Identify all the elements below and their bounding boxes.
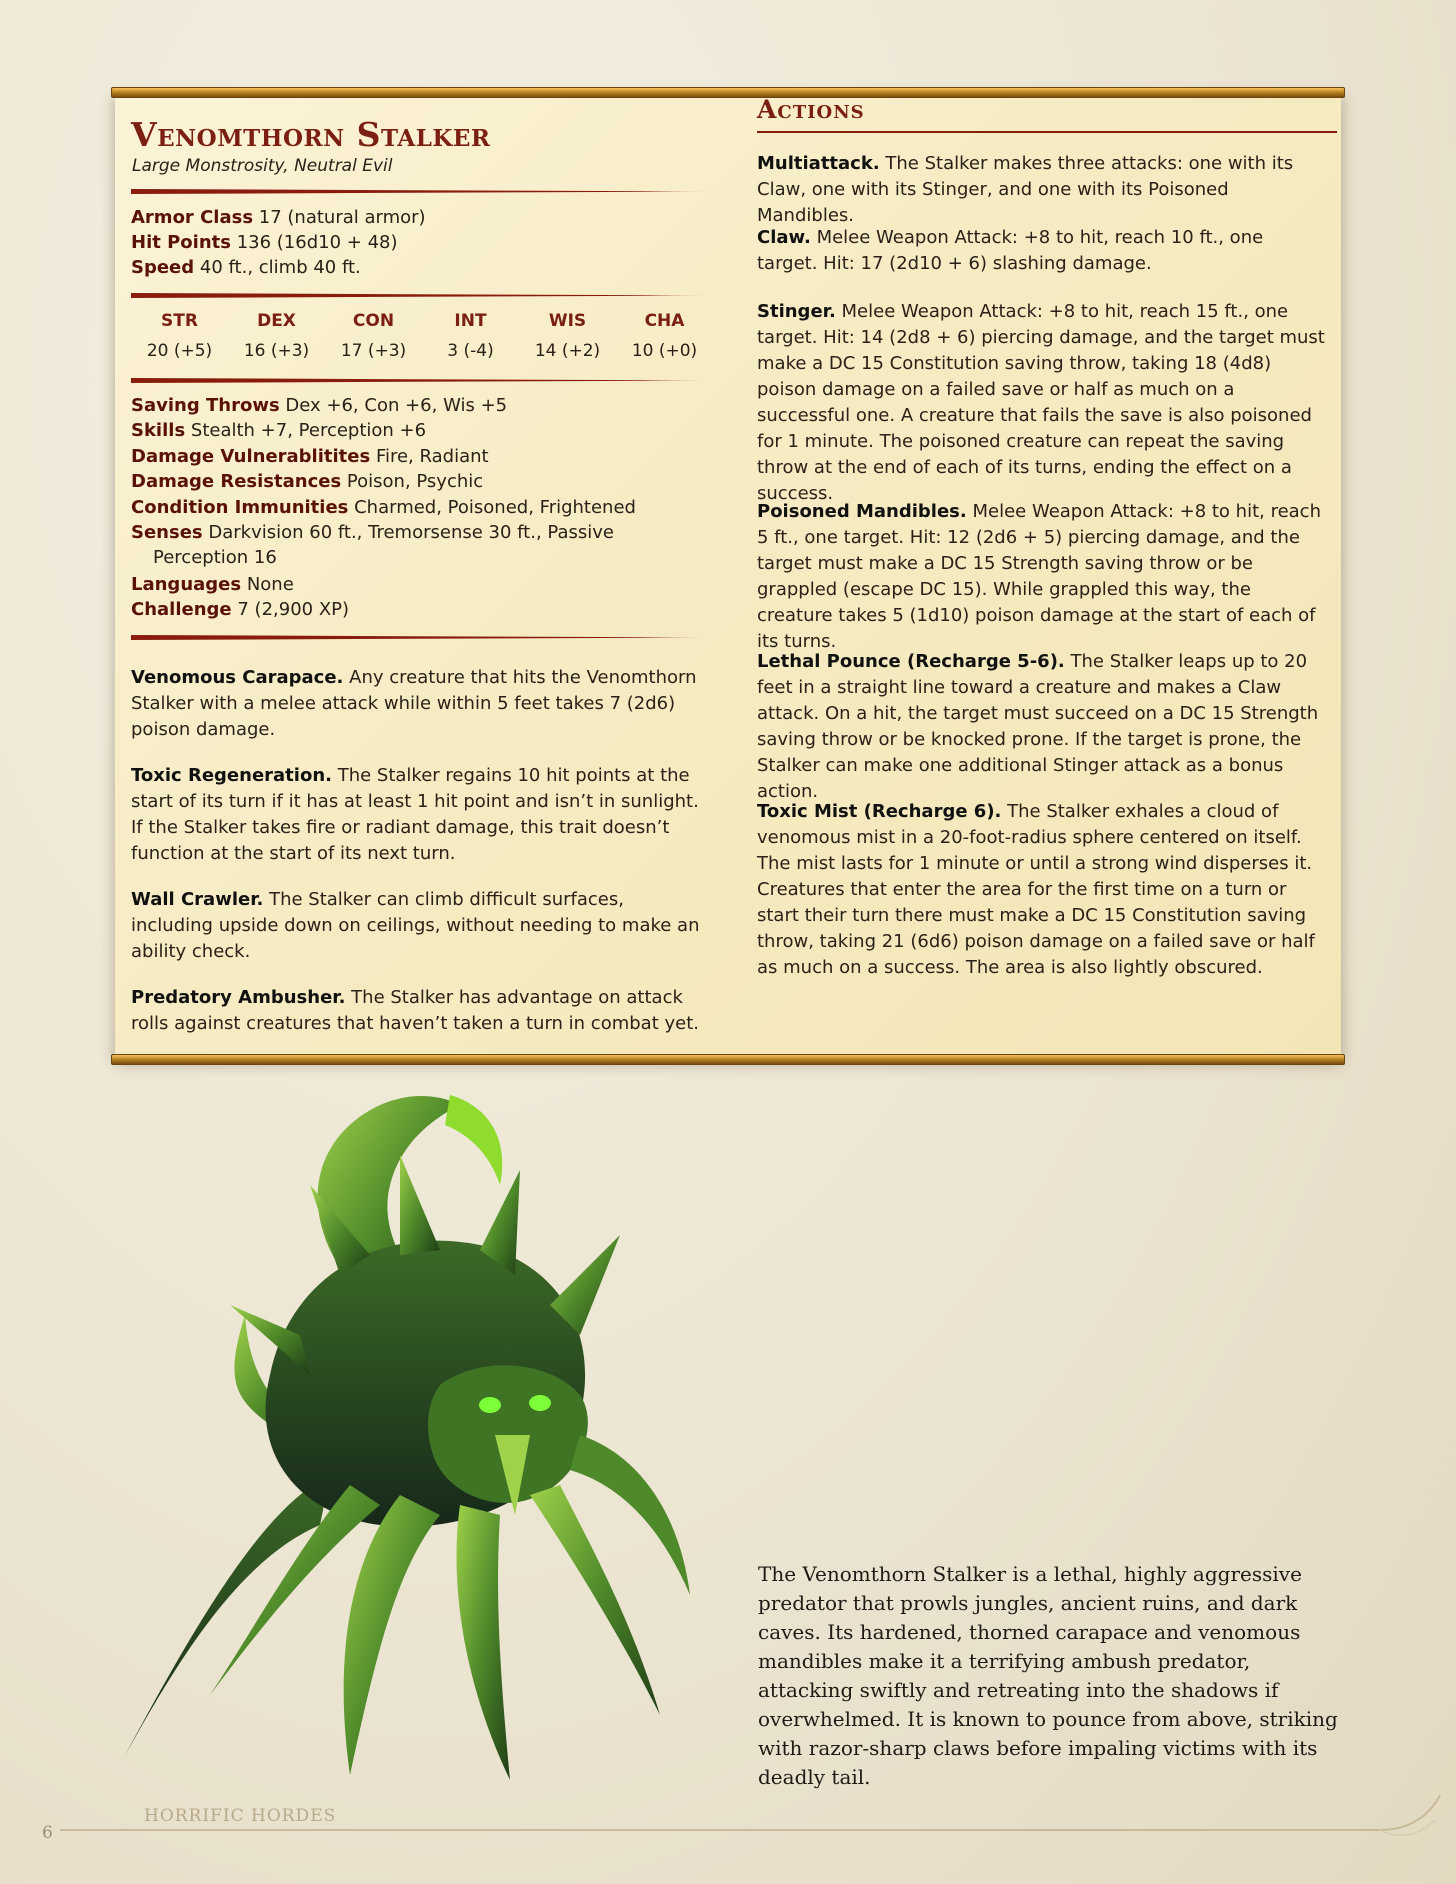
action-stinger: Stinger. Melee Weapon Attack: +8 to hit, reach 15 ft., one target. Hit: 14 (2d8 + 6) piercing damage, and the target must make a DC 15 Constitution saving throw, taking 18 (4d8) poison damage on a failed save or half as much on a successful one. A creature that fails the save is also poisoned for 1 minute. The poisoned creature can repeat the saving throw at the end of each of its turns, ending the effect on a success. (757, 301, 1325, 504)
footer-label: HORRIFIC HORDES (144, 1806, 337, 1826)
creature-eye-right (529, 1395, 551, 1411)
skills: Skills Stealth +7, Perception +6 (131, 420, 427, 441)
condition-immunities: Condition Immunities Charmed, Poisoned, Frightened (131, 497, 636, 518)
monster-name: Venomthorn Stalker (131, 115, 491, 154)
action-toxic-mist: Toxic Mist (Recharge 6). The Stalker exhales a cloud of venomous mist in a 20-foot-radius sphere centered on itself. The mist lasts for 1 minute or until a strong wind disperses it. Creatures that enter the area for the first time on a turn or start their turn there must make a DC 15 Constitution saving throw, taking 21 (6d6) poison damage on a failed save or half as much on a success. The area is also lightly obscured. (757, 801, 1315, 978)
languages: Languages None (131, 574, 294, 595)
divider-rule (131, 189, 713, 194)
footer-ornament (0, 1790, 1456, 1884)
action-lethal-pounce: Lethal Pounce (Recharge 5-6). The Stalker leaps up to 20 feet in a straight line toward a creature and makes a Claw attack. On a hit, the target must succeed on a DC 15 Strength saving throw or be knocked prone. If the target is prone, the Stalker can make one additional Stinger attack as a bonus action. (757, 651, 1319, 802)
action-multiattack: Multiattack. The Stalker makes three attacks: one with its Claw, one with its Stinger, and one with its Poisoned Mandibles. (757, 153, 1294, 226)
actions-heading: Actions (757, 95, 865, 124)
stat-block (115, 93, 1341, 1059)
trait-toxic-regeneration: Toxic Regeneration. The Stalker regains 10 hit points at the start of its turn if it has at least 1 hit point and isn’t in sunlight. If the Stalker takes fire or radiant damage, this trait doesn’t function at the start of its next turn. (131, 765, 699, 864)
creature-leg (344, 1495, 440, 1775)
speed: Speed 40 ft., climb 40 ft. (131, 257, 361, 278)
armor-class: Armor Class 17 (natural armor) (131, 207, 426, 228)
divider-rule (131, 293, 713, 298)
damage-resistances: Damage Resistances Poison, Psychic (131, 471, 484, 492)
senses: Senses Darkvision 60 ft., Tremorsense 30 ft., Passive Perception 16 (131, 522, 614, 568)
stat-block-bottom-bar (111, 1054, 1345, 1065)
monster-type: Large Monstrosity, Neutral Evil (132, 156, 393, 176)
action-poisoned-mandibles: Poisoned Mandibles. Melee Weapon Attack: +8 to hit, reach 5 ft., one target. Hit: 12 (2d6 + 5) piercing damage, and the target must make a DC 15 Strength saving throw or be grappled (escape DC 15). While grappled this way, the creature takes 5 (1d10) poison damage at the start of each of its turns. (757, 501, 1321, 652)
stinger-tip (445, 1095, 502, 1185)
trait-predatory-ambusher: Predatory Ambusher. The Stalker has advantage on attack rolls against creatures that haven’t taken a turn in combat yet. (131, 987, 699, 1034)
creature-leg (457, 1505, 510, 1780)
creature-leg (530, 1485, 660, 1715)
action-claw: Claw. Melee Weapon Attack: +8 to hit, reach 10 ft., one target. Hit: 17 (2d10 + 6) slashing damage. (757, 227, 1264, 274)
creature-eye-left (479, 1397, 501, 1413)
ability-scores: STR 20 (+5) DEX 16 (+3) CON 17 (+3) INT 3 (-4) WIS 14 (+2) CHA 10 (+0) (146, 311, 698, 361)
saving-throws: Saving Throws Dex +6, Con +6, Wis +5 (131, 395, 508, 416)
actions-heading-rule (757, 131, 1337, 133)
divider-rule (131, 378, 713, 383)
divider-rule (131, 635, 713, 640)
hit-points: Hit Points 136 (16d10 + 48) (131, 232, 398, 253)
stat-block-top-bar (111, 87, 1345, 98)
trait-wall-crawler: Wall Crawler. The Stalker can climb difficult surfaces, including upside down on ceilings, without needing to make an ability check. (131, 889, 700, 962)
creature-illustration (100, 1075, 740, 1795)
lore-text: The Venomthorn Stalker is a lethal, highly aggressive predator that prowls jungles, ancient ruins, and dark caves. Its hardened, thorned carapace and venomous mandibles make it a terrifying ambush predator, attacking swiftly and retreating into the shadows if overwhelmed. It is known to pounce from above, striking with razor-sharp claws before impaling victims with its deadly tail. (758, 1562, 1338, 1789)
challenge: Challenge 7 (2,900 XP) (131, 599, 350, 620)
page-number: 6 (42, 1823, 53, 1843)
trait-venomous-carapace: Venomous Carapace. Any creature that hits the Venomthorn Stalker with a melee attack while within 5 feet takes 7 (2d6) poison damage. (131, 667, 697, 740)
damage-vulnerabilities: Damage Vulnerablitites Fire, Radiant (131, 446, 489, 467)
